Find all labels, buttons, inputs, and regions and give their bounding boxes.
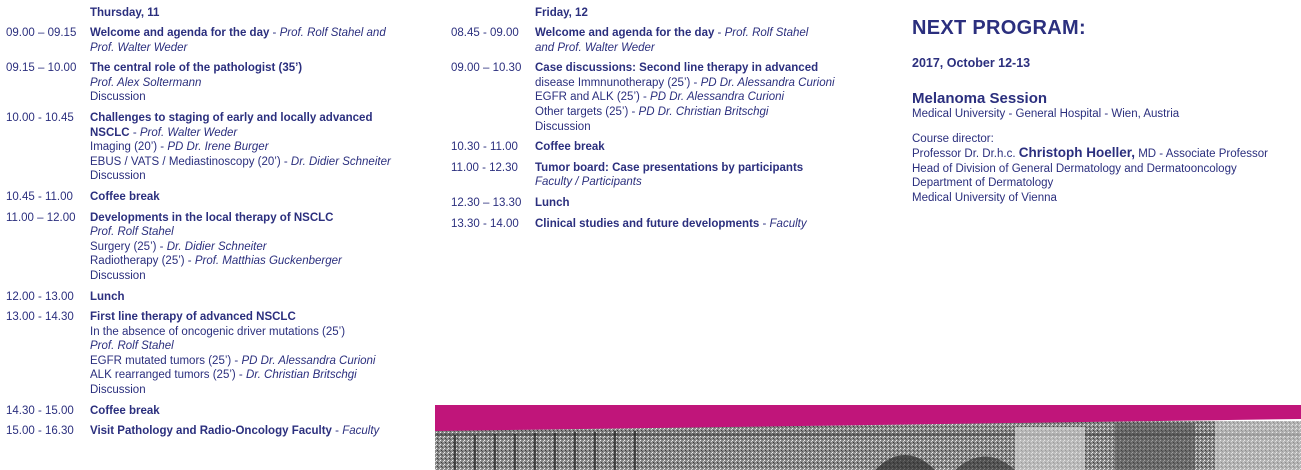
session-line (535, 26, 881, 41)
session-line (90, 211, 426, 226)
session-line (90, 61, 426, 76)
session-line (90, 383, 426, 398)
session-title: Visit Pathology and Radio-Oncology Faculty (90, 425, 332, 438)
city-photo-band (435, 405, 1301, 470)
session-title: First line therapy of advanced NSCLC (90, 311, 296, 324)
time-slot: 13.00 - 14.30 (6, 311, 74, 324)
session-text: Imaging (20’) - (90, 141, 168, 154)
session-line (535, 140, 881, 155)
director-prefix: Professor Dr. Dr.h.c. (912, 148, 1016, 161)
session-line (535, 61, 881, 76)
session-line (90, 404, 426, 419)
time-slot: 08.45 - 09.00 (451, 27, 519, 39)
schedule-item (6, 310, 426, 398)
schedule-item (6, 404, 426, 419)
session-details (90, 26, 426, 55)
schedule-item (6, 61, 426, 105)
schedule-item (6, 26, 426, 55)
speaker-name: Faculty / Participants (535, 176, 642, 189)
speaker-name: Dr. Didier Schneiter (166, 240, 267, 253)
session-line (90, 339, 426, 354)
session-line (90, 76, 426, 91)
speaker-name: Prof. Rolf Stahel (90, 340, 174, 353)
speaker-name: Prof. Rolf Stahel and (279, 27, 386, 39)
session-text: Discussion (90, 384, 146, 397)
session-title: Clinical studies and future developments (535, 217, 760, 230)
schedule-item (6, 424, 426, 439)
speaker-name: Prof. Walter Weder (90, 41, 188, 54)
vienna-bridge-illustration (435, 405, 1301, 470)
session-details (90, 61, 426, 105)
time-slot: 11.00 – 12.00 (6, 211, 76, 224)
session-text: In the absence of oncogenic driver mutations (25’) (90, 325, 346, 338)
speaker-name: Faculty (342, 425, 380, 438)
session-text: disease Immnunotherapy (25’) - (535, 76, 701, 89)
director-name: Christoph Hoeller, (1018, 145, 1136, 161)
director-detail-1: Head of Division of General Dermatology and Dermatooncology (912, 162, 1237, 175)
session-title: Lunch (535, 196, 570, 209)
schedule-item (6, 290, 426, 305)
speaker-name: PD Dr. Christian Britschgi (638, 105, 769, 118)
session-details (90, 310, 426, 398)
session-text: EGFR mutated tumors (25’) - (90, 354, 242, 367)
schedule-item (451, 140, 881, 155)
session-text: - (331, 425, 343, 438)
session-line (90, 424, 426, 439)
session-line (535, 90, 881, 105)
director-detail-3: Medical University of Vienna (912, 191, 1057, 204)
session-line (90, 368, 426, 383)
session-line (90, 290, 426, 305)
session-details (535, 196, 881, 211)
time-slot: 10.30 - 11.00 (451, 141, 518, 154)
session-text: - (129, 126, 140, 139)
session-text: Discussion (90, 170, 146, 183)
session-text: Discussion (535, 120, 591, 133)
next-program-venue: Medical University - General Hospital - Wien, Austria (912, 108, 1180, 120)
session-text: EGFR and ALK (25’) - (535, 91, 651, 104)
session-line (90, 155, 426, 170)
time-slot: 11.00 - 12.30 (451, 161, 518, 174)
thursday-schedule (6, 26, 426, 439)
speaker-name: Prof. Matthias Guckenberger (194, 255, 342, 268)
day-heading-thursday: Thursday, 11 (90, 7, 160, 19)
session-line (535, 175, 881, 190)
next-program-date: 2017, October 12-13 (912, 56, 1031, 70)
session-title: The central role of the pathologist (35’) (90, 62, 303, 75)
schedule-item (6, 190, 426, 205)
schedule-item (451, 26, 881, 55)
schedule-item (6, 111, 426, 184)
session-line (535, 196, 881, 211)
time-slot: 09.00 – 10.30 (451, 62, 522, 75)
session-text: - (714, 27, 725, 39)
speaker-name: Prof. Rolf Stahel (724, 27, 809, 39)
session-line (90, 269, 426, 284)
session-title: Case discussions: Second line therapy in advanced (535, 62, 819, 75)
session-line (90, 225, 426, 240)
course-director-line (912, 146, 1301, 162)
session-title: Coffee break (90, 190, 160, 203)
time-slot: 09.15 – 10.00 (6, 62, 77, 75)
director-detail-2: Department of Dermatology (912, 177, 1054, 190)
session-text: Radiotherapy (25’) - (90, 255, 195, 268)
speaker-name: PD Dr. Irene Burger (167, 141, 269, 154)
session-text: ALK rearranged tumors (25’) - (90, 369, 246, 382)
session-details (535, 140, 881, 155)
session-line (90, 41, 426, 56)
session-line (535, 161, 881, 176)
session-title: Tumor board: Case presentations by participants (535, 161, 804, 174)
session-text: Surgery (25’) - (90, 240, 167, 253)
schedule-item (451, 196, 881, 211)
schedule-item (451, 61, 881, 134)
session-details (535, 26, 881, 55)
session-details (90, 211, 426, 284)
session-text: Other targets (25’) - (535, 105, 639, 118)
session-details (535, 161, 881, 190)
speaker-name: Prof. Walter Weder (139, 126, 238, 139)
session-text: EBUS / VATS / Mediastinoscopy (20’) - (90, 155, 291, 168)
time-slot: 10.45 - 11.00 (6, 190, 73, 203)
session-details (90, 424, 426, 439)
session-line (90, 190, 426, 205)
session-title: Challenges to staging of early and locally advanced (90, 111, 373, 124)
session-line (90, 126, 426, 141)
time-slot: 13.30 - 14.00 (451, 217, 519, 230)
speaker-name: Dr. Christian Britschgi (245, 369, 357, 382)
course-director-label: Course director: (912, 132, 994, 145)
session-line (90, 325, 426, 340)
schedule-item (451, 161, 881, 190)
speaker-name: Prof. Alex Soltermann (90, 76, 202, 89)
session-title: Developments in the local therapy of NSCLC (90, 211, 334, 224)
session-text: - (269, 27, 280, 39)
thursday-column (6, 0, 426, 439)
session-details (90, 190, 426, 205)
director-suffix: MD - Associate Professor (1138, 148, 1268, 161)
session-line (535, 41, 881, 56)
session-text: - (759, 217, 770, 230)
session-line (90, 169, 426, 184)
time-slot: 10.00 - 10.45 (6, 111, 74, 124)
session-title: Coffee break (535, 141, 605, 154)
time-slot: 12.00 - 13.00 (6, 290, 74, 303)
schedule-item (6, 211, 426, 284)
session-details (90, 404, 426, 419)
speaker-name: Prof. Rolf Stahel (90, 226, 174, 239)
session-line (90, 310, 426, 325)
session-line (90, 140, 426, 155)
friday-column (451, 0, 881, 231)
next-program-panel (912, 0, 1301, 206)
session-details (90, 290, 426, 305)
session-text: Discussion (90, 269, 146, 282)
session-line (90, 111, 426, 126)
session-title: Coffee break (90, 404, 160, 417)
session-title: Lunch (90, 290, 125, 303)
speaker-name: and Prof. Walter Weder (535, 41, 655, 54)
next-program-title: NEXT PROGRAM: (912, 17, 1086, 39)
session-details (535, 217, 881, 232)
time-slot: 15.00 - 16.30 (6, 425, 74, 438)
session-line (535, 105, 881, 120)
speaker-name: PD Dr. Alessandra Curioni (650, 91, 785, 104)
session-line (90, 240, 426, 255)
session-line (535, 120, 881, 135)
session-line (90, 254, 426, 269)
time-slot: 14.30 - 15.00 (6, 404, 74, 417)
session-text: Discussion (90, 91, 146, 104)
speaker-name: PD Dr. Alessandra Curioni (700, 76, 835, 89)
session-line (90, 90, 426, 105)
next-program-session: Melanoma Session (912, 90, 1048, 107)
session-title: Welcome and agenda for the day (535, 27, 715, 39)
session-details (535, 61, 881, 134)
day-heading-friday: Friday, 12 (535, 7, 588, 19)
session-details (90, 111, 426, 184)
speaker-name: PD Dr. Alessandra Curioni (241, 354, 376, 367)
time-slot: 12.30 – 13.30 (451, 196, 522, 209)
speaker-name: Faculty (769, 217, 807, 230)
session-title: NSCLC (90, 126, 130, 139)
session-line (535, 76, 881, 91)
schedule-item (451, 217, 881, 232)
session-title: Welcome and agenda for the day (90, 27, 270, 39)
session-line (90, 26, 426, 41)
session-line (535, 217, 881, 232)
friday-schedule (451, 26, 881, 231)
session-line (90, 354, 426, 369)
time-slot: 09.00 – 09.15 (6, 27, 77, 39)
speaker-name: Dr. Didier Schneiter (290, 155, 391, 168)
